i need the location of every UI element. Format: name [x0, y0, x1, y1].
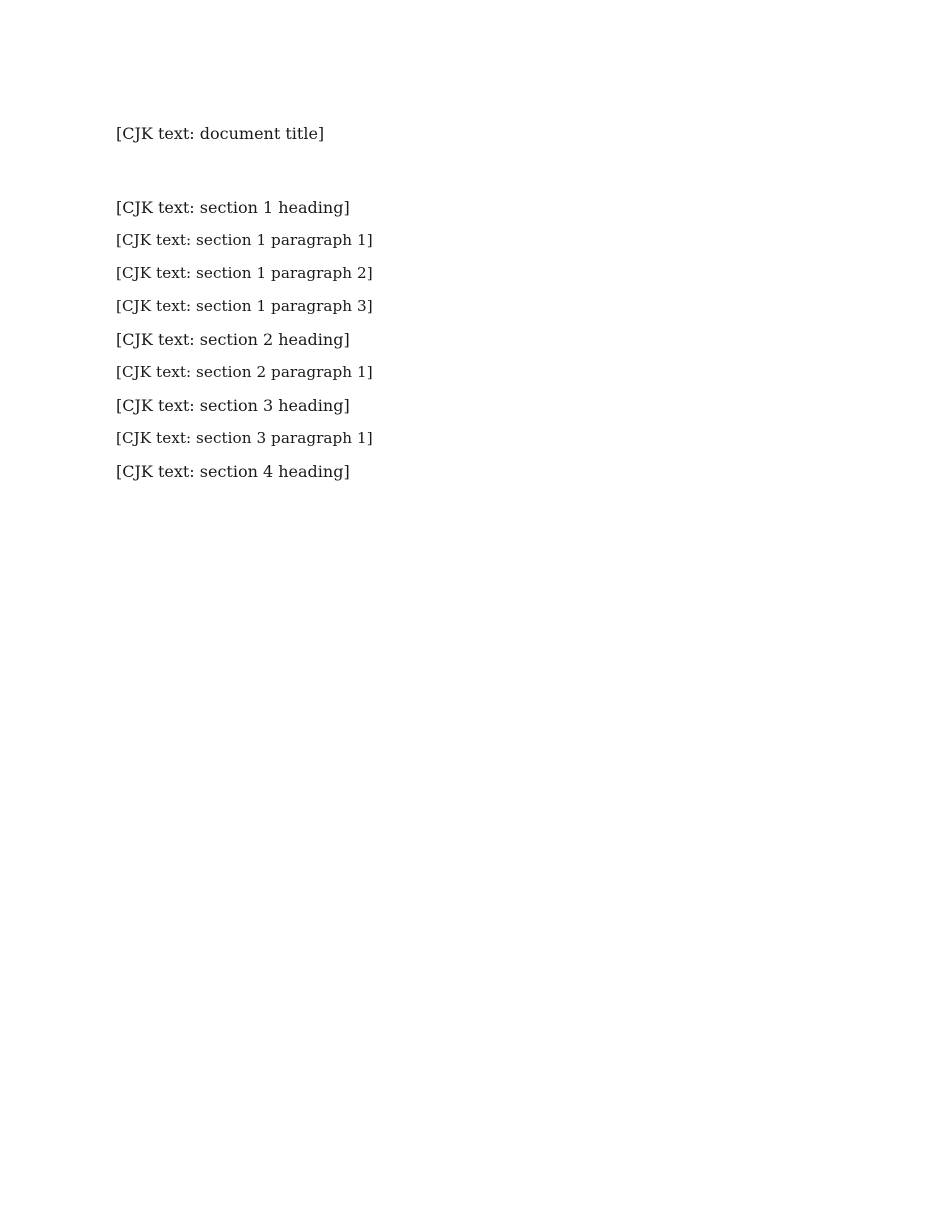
document-title: [CJK text: document title]	[116, 124, 325, 143]
section-3-heading: [CJK text: section 3 heading]	[116, 396, 350, 415]
document-body	[116, 196, 840, 493]
section-1-paragraph-2: [CJK text: section 1 paragraph 2]	[116, 264, 373, 282]
section-2-paragraph-1: [CJK text: section 2 paragraph 1]	[116, 363, 373, 381]
section-1-heading: [CJK text: section 1 heading]	[116, 198, 350, 217]
section-4-heading: [CJK text: section 4 heading]	[116, 462, 350, 481]
section-1-paragraph-3: [CJK text: section 1 paragraph 3]	[116, 297, 373, 315]
section-1-paragraph-1: [CJK text: section 1 paragraph 1]	[116, 231, 373, 249]
section-3-paragraph-1: [CJK text: section 3 paragraph 1]	[116, 429, 373, 447]
section-2-heading: [CJK text: section 2 heading]	[116, 330, 350, 349]
